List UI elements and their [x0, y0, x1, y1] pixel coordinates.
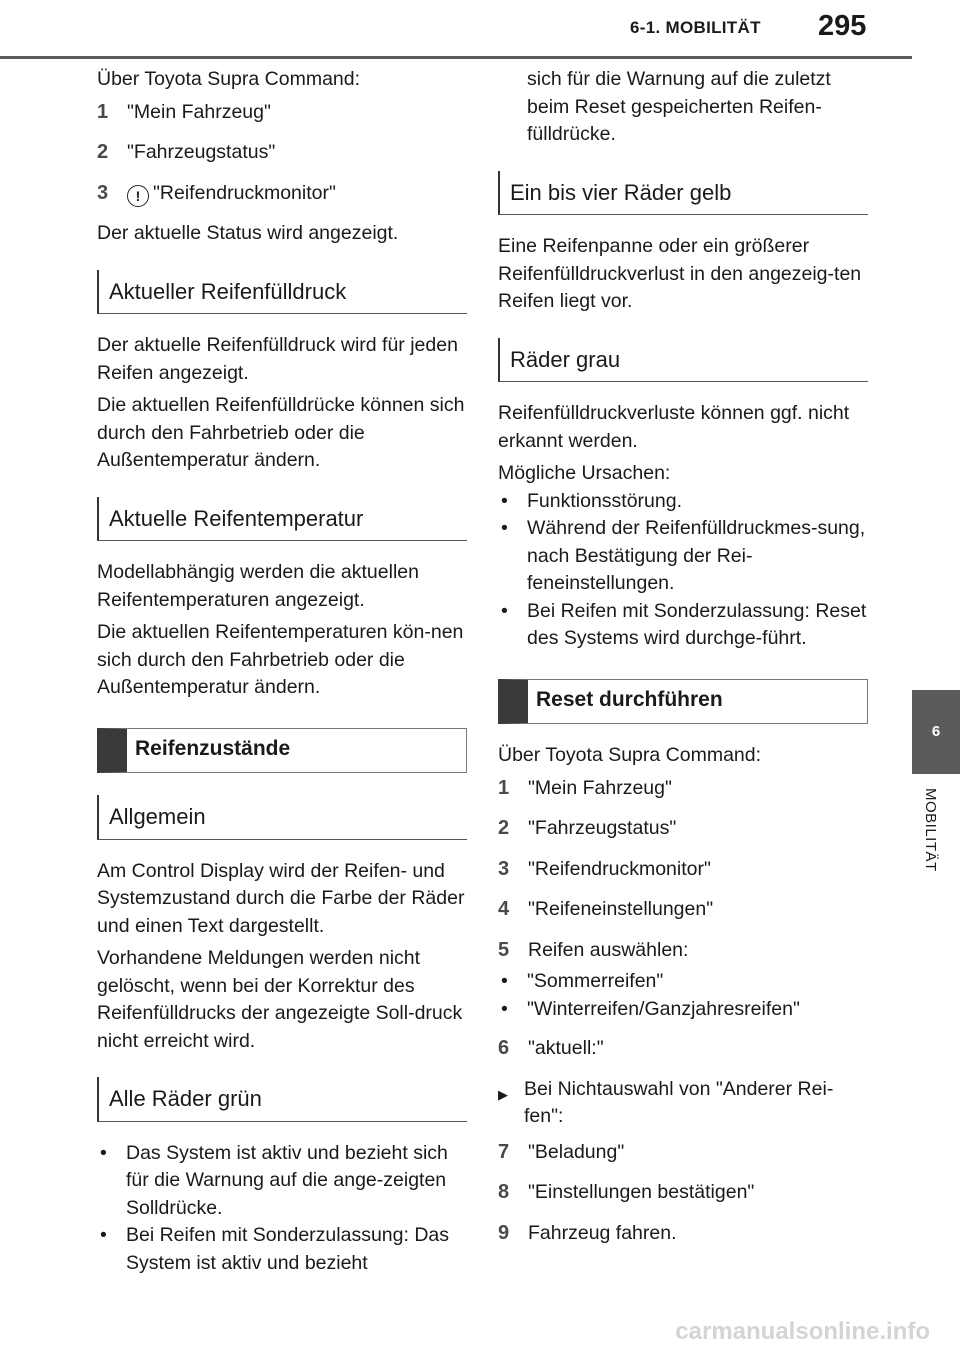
list-item	[498, 488, 868, 516]
step-text: "Mein Fahrzeug"	[127, 100, 271, 123]
conditional-text: Bei Nichtauswahl von "Anderer Rei-fen":	[524, 1077, 834, 1127]
step-text: "Fahrzeugstatus"	[127, 141, 276, 163]
paragraph: Der aktuelle Reifenfülldruck wird für jeden Reifen angezeigt.	[97, 334, 458, 384]
paragraph: Am Control Display wird der Reifen- und Systemzustand durch die Farbe der Räder und einen Text dargestellt.	[97, 859, 465, 937]
section-heading-tire-states: Reifenzustände	[97, 728, 467, 774]
status-text: Der aktuelle Status wird angezeigt.	[97, 222, 399, 244]
step-number: 9	[498, 1221, 510, 1244]
causes-list	[498, 488, 868, 653]
section-heading-temperature: Aktuelle Reifentemperatur	[97, 497, 467, 542]
list-item	[97, 1140, 467, 1223]
step-text: "Einstellungen bestätigen"	[528, 1181, 755, 1203]
right-column	[498, 66, 868, 1260]
step-item	[498, 775, 868, 803]
tire-warning-icon: !	[127, 185, 149, 207]
section-heading-all-green: Alle Räder grün	[97, 1077, 467, 1122]
step-number: 2	[97, 141, 109, 163]
step-text: "Fahrzeugstatus"	[528, 817, 677, 839]
list-item	[498, 515, 868, 598]
intro-text: Über Toyota Supra Command:	[97, 68, 361, 90]
bullet-dot: •	[501, 599, 508, 622]
chapter-title: 6-1. MOBILITÄT	[630, 18, 761, 37]
bullet-dot: •	[501, 997, 508, 1020]
step-item	[498, 896, 868, 924]
section-heading-pressure: Aktueller Reifenfülldruck	[97, 270, 467, 315]
step-item	[97, 180, 467, 208]
step-text: Fahrzeug fahren.	[528, 1221, 677, 1244]
list-item	[498, 598, 868, 653]
list-item	[498, 968, 868, 996]
bullet-dot: •	[501, 517, 508, 539]
watermark: carmanualsonline.info	[675, 1318, 930, 1345]
step-number: 2	[498, 817, 510, 839]
paragraph: Modellabhängig werden die aktuellen Reifentemperaturen angezeigt.	[97, 561, 419, 611]
continued-bullet	[498, 66, 868, 149]
paragraph: Vorhandene Meldungen werden nicht gelöscht, wenn bei der Korrektur des Reifenfülldrucks der angezeigte Soll-druck nicht erreicht wird.	[97, 947, 463, 1052]
list-item-text: Während der Reifenfülldruckmes-sung, nach Bestätigung der Rei-feneinstellungen.	[527, 517, 866, 594]
section-heading-general: Allgemein	[97, 795, 467, 840]
list-item-text: Bei Reifen mit Sonderzulassung: Reset des Systems wird durchge-führt.	[527, 599, 867, 649]
header-rule	[0, 56, 912, 59]
page-header	[0, 0, 960, 60]
paragraph: Die aktuellen Reifentemperaturen kön-nen sich durch den Fahrbetrieb oder die Außentemperatur ändern.	[97, 621, 464, 698]
step-text: "Beladung"	[528, 1140, 625, 1163]
section-heading-grey: Räder grau	[498, 338, 868, 383]
paragraph: Reifenfülldruckverluste können ggf. nicht erkannt werden.	[498, 402, 850, 452]
step-text: "Reifeneinstellungen"	[528, 898, 714, 920]
chapter-tab: 6	[912, 690, 960, 774]
step-number: 1	[97, 100, 109, 123]
intro-text: Über Toyota Supra Command:	[498, 744, 762, 766]
step-number: 5	[498, 938, 510, 961]
list-item-text: "Sommerreifen"	[527, 970, 664, 992]
step-item	[498, 856, 868, 884]
step-item	[97, 139, 467, 167]
step-number: 7	[498, 1140, 510, 1163]
bullet-dot: •	[100, 1141, 107, 1164]
step-number: 6	[498, 1037, 510, 1059]
paragraph: Die aktuellen Reifenfülldrücke können sich durch den Fahrbetrieb oder die Außentemperatur ändern.	[97, 394, 465, 471]
section-heading-reset: Reset durchführen	[498, 679, 868, 725]
step-item	[498, 815, 868, 843]
step-text: "Mein Fahrzeug"	[528, 776, 672, 799]
page-number: 295	[818, 10, 867, 42]
list-item	[498, 996, 868, 1024]
step-item	[498, 1035, 868, 1063]
list-item	[97, 1222, 467, 1277]
list-item-text: sich für die Warnung auf die zuletzt beim Reset gespeicherten Reifen-fülldrücke.	[527, 68, 831, 145]
step-text: "Reifendruckmonitor"	[528, 857, 711, 880]
bullet-dot: •	[501, 489, 508, 512]
list-item-text: "Winterreifen/Ganzjahresreifen"	[527, 997, 800, 1020]
step-text: "aktuell:"	[528, 1037, 604, 1059]
step-number: 1	[498, 776, 510, 799]
left-column	[97, 66, 467, 1282]
bullet-dot: •	[100, 1224, 107, 1246]
list-item-text: Bei Reifen mit Sonderzulassung: Das System ist aktiv und bezieht	[126, 1224, 449, 1274]
bullet-dot: •	[501, 970, 508, 992]
bullet-list	[97, 1140, 467, 1278]
chapter-tab-label: MOBILITÄT	[922, 788, 939, 872]
list-item-text: Das System ist aktiv und bezieht sich für die Warnung auf die ange-zeigten Solldrücke.	[126, 1141, 448, 1219]
conditional-step	[498, 1076, 868, 1131]
bullet-spacer	[498, 66, 527, 149]
tire-options-list	[498, 968, 868, 1023]
step-number: 4	[498, 898, 510, 920]
list-item-text: Funktionsstörung.	[527, 489, 683, 512]
step-text: "Reifendruckmonitor"	[153, 181, 336, 204]
step-text: Reifen auswählen:	[528, 938, 689, 961]
step-number: 3	[97, 181, 109, 204]
step-item	[498, 1220, 868, 1248]
causes-label: Mögliche Ursachen:	[498, 462, 671, 484]
triangle-right-icon: ▶	[498, 1086, 508, 1102]
step-number: 3	[498, 857, 510, 880]
step-item	[498, 1179, 868, 1207]
step-number: 8	[498, 1181, 510, 1203]
list-item-continued	[498, 66, 868, 149]
section-heading-yellow: Ein bis vier Räder gelb	[498, 171, 868, 216]
paragraph: Eine Reifenpanne oder ein größerer Reifenfülldruckverlust in den angezeig-ten Reifen liegt vor.	[498, 235, 862, 312]
step-item	[97, 99, 467, 127]
step-item	[498, 1139, 868, 1167]
step-item	[498, 937, 868, 965]
